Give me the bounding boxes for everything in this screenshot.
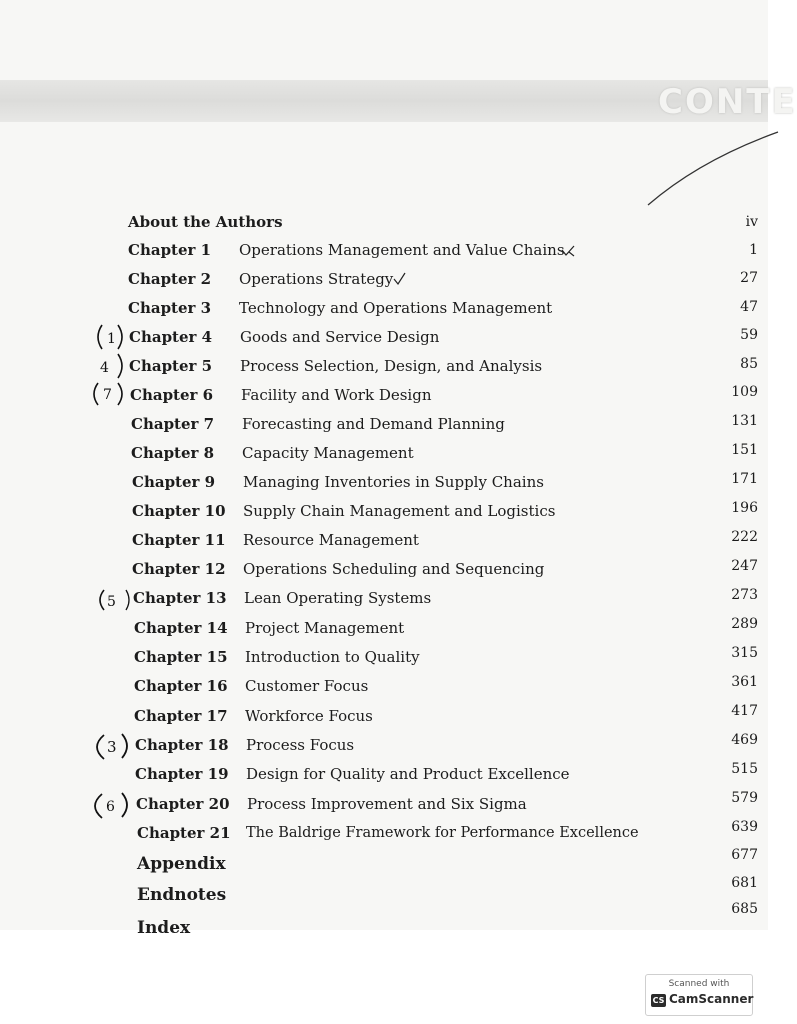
toc-page: 289 [731, 616, 758, 632]
toc-title: Technology and Operations Management [239, 299, 553, 317]
toc-row [132, 499, 692, 523]
toc-title: Workforce Focus [245, 707, 373, 725]
toc-title: Operations Strategy [239, 270, 394, 288]
toc-label: Chapter 19 [135, 765, 229, 783]
toc-page: 1 [749, 242, 758, 258]
toc-title: Goods and Service Design [240, 328, 440, 346]
toc-title: Process Selection, Design, and Analysis [240, 357, 543, 375]
toc-label: Chapter 4 [129, 328, 213, 346]
toc-row [137, 821, 707, 845]
toc-label: Endnotes [137, 885, 227, 905]
toc-row [135, 733, 695, 757]
handwritten-mark-text: 3 [107, 738, 117, 756]
toc-label: Chapter 15 [134, 648, 228, 666]
toc-title: Process Improvement and Six Sigma [247, 795, 527, 813]
toc-label: Chapter 10 [132, 502, 226, 520]
toc-row [134, 674, 694, 698]
handwritten-mark-text: 1 [107, 331, 116, 347]
toc-title: Forecasting and Demand Planning [242, 415, 505, 433]
toc-page: 85 [740, 356, 758, 372]
toc-row-about-authors [128, 210, 648, 234]
toc-page: 469 [731, 732, 758, 748]
toc-label: About the Authors [128, 213, 283, 231]
toc-page: 681 [731, 875, 758, 891]
toc-label: Chapter 13 [133, 589, 227, 607]
toc-label: Chapter 12 [132, 560, 226, 578]
toc-title: Resource Management [243, 531, 419, 549]
toc-page: 131 [731, 413, 758, 429]
toc-row [132, 528, 692, 552]
toc-page: 315 [731, 645, 758, 661]
toc-page: 247 [731, 558, 758, 574]
toc-page: 171 [731, 471, 758, 487]
toc-label: Chapter 5 [129, 357, 213, 375]
toc-row [129, 325, 689, 349]
toc-title: Introduction to Quality [245, 648, 420, 666]
toc-page: 417 [731, 703, 758, 719]
toc-page: 27 [740, 270, 758, 286]
toc-row [135, 762, 695, 786]
toc-label: Chapter 21 [137, 824, 231, 842]
toc-page: 109 [731, 384, 758, 400]
toc-page: 59 [740, 327, 758, 343]
toc-title: Project Management [245, 619, 405, 637]
toc-title: Design for Quality and Product Excellence [246, 765, 570, 783]
check-mark-icon [560, 244, 576, 258]
toc-title: Process Focus [246, 736, 355, 754]
check-mark-icon [393, 272, 407, 286]
handwritten-mark-text: 7 [103, 387, 112, 403]
handwritten-mark-text: 5 [107, 594, 116, 610]
toc-row [128, 267, 688, 291]
toc-title: Facility and Work Design [241, 386, 432, 404]
camscanner-logo-icon: CS [652, 996, 665, 1005]
toc-label: Chapter 7 [131, 415, 215, 433]
toc-label: Chapter 6 [130, 386, 214, 404]
toc-row [134, 616, 694, 640]
camscanner-watermark [645, 974, 753, 1016]
toc-page: 639 [731, 819, 758, 835]
toc-label: Chapter 20 [136, 795, 230, 813]
toc-page: 273 [731, 587, 758, 603]
toc-label: Chapter 18 [135, 736, 229, 754]
handwritten-mark-text: 6 [106, 799, 115, 815]
toc-row [132, 470, 692, 494]
toc-row [128, 238, 688, 262]
toc-row [134, 645, 694, 669]
toc-title: Capacity Management [242, 444, 414, 462]
toc-row-appendix [137, 852, 337, 876]
toc-page: 579 [731, 790, 758, 806]
toc-label: Chapter 3 [128, 299, 212, 317]
toc-title: Customer Focus [245, 677, 369, 695]
toc-title: The Baldrige Framework for Performance Excellence [246, 825, 639, 841]
toc-row [131, 441, 691, 465]
toc-page: 196 [731, 500, 758, 516]
toc-page: 515 [731, 761, 758, 777]
toc-label: Chapter 8 [131, 444, 215, 462]
toc-page: 47 [740, 299, 758, 315]
handwritten-mark-text: 4 [100, 360, 109, 376]
toc-row-index [137, 916, 337, 938]
toc-row [131, 412, 691, 436]
toc-page: 361 [731, 674, 758, 690]
toc-label: Chapter 17 [134, 707, 228, 725]
toc-row [130, 383, 690, 407]
toc-row [136, 792, 696, 816]
toc-label: Index [137, 918, 191, 938]
toc-page: 685 [731, 901, 758, 917]
toc-row [132, 557, 692, 581]
watermark-line2: CamScanner [669, 992, 754, 1006]
toc-row [128, 296, 688, 320]
toc-label: Chapter 16 [134, 677, 228, 695]
watermark-line1: Scanned with [668, 979, 730, 989]
header-word: CONTE [658, 82, 797, 122]
toc-label: Appendix [137, 854, 226, 874]
toc-row-endnotes [137, 883, 337, 907]
toc-page: 677 [731, 847, 758, 863]
toc-row [133, 586, 693, 610]
toc-page: 151 [731, 442, 758, 458]
toc-label: Chapter 9 [132, 473, 216, 491]
toc-title: Operations Management and Value Chains [239, 241, 565, 259]
toc-title: Supply Chain Management and Logistics [243, 502, 556, 520]
toc-page: iv [745, 214, 758, 230]
toc-label: Chapter 14 [134, 619, 228, 637]
toc-label: Chapter 2 [128, 270, 212, 288]
toc-label: Chapter 11 [132, 531, 226, 549]
toc-title: Managing Inventories in Supply Chains [243, 473, 544, 491]
toc-title: Operations Scheduling and Sequencing [243, 560, 545, 578]
toc-title: Lean Operating Systems [244, 589, 432, 607]
toc-page: 222 [731, 529, 758, 545]
toc-label: Chapter 1 [128, 241, 212, 259]
toc-row [129, 354, 689, 378]
toc-row [134, 704, 694, 728]
